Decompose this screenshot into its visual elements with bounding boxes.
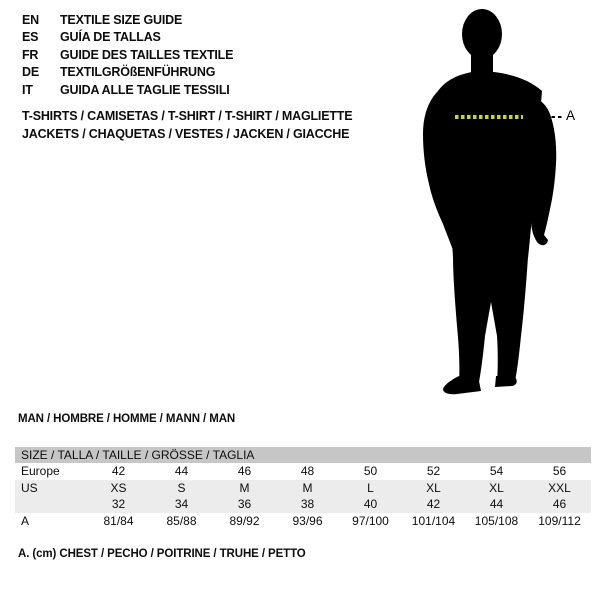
size-table (15, 447, 591, 529)
category-jackets: JACKETS / CHAQUETAS / VESTES / JACKEN / GIACCHE (22, 127, 350, 141)
language-code: DE (22, 65, 39, 80)
table-cell: 101/104 (411, 513, 456, 528)
table-cell: S (177, 480, 186, 495)
silhouette-neck (471, 48, 493, 74)
table-row-europe (15, 463, 591, 480)
table-cell: 38 (300, 497, 315, 511)
table-row-us (15, 480, 591, 497)
row-label (15, 496, 87, 513)
table-cell: 46 (237, 464, 252, 478)
language-row-de (22, 64, 233, 81)
table-cell: 50 (363, 464, 378, 478)
table-cell: 85/88 (166, 513, 197, 528)
table-cell: 109/112 (538, 513, 581, 528)
language-guide-title: GUIDE DES TAILLES TEXTILE (60, 47, 234, 62)
table-cell: 89/92 (229, 513, 260, 528)
table-cell: 81/84 (103, 513, 134, 528)
table-cell: 105/108 (474, 513, 519, 528)
silhouette-legs (453, 256, 528, 384)
table-cell: 48 (300, 464, 315, 478)
measurement-footnote: A. (cm) CHEST / PECHO / POITRINE / TRUHE / PETTO (18, 548, 306, 560)
language-guide-title: GUIDA ALLE TAGLIE TESSILI (60, 82, 230, 97)
language-guide-title: GUÍA DE TALLAS (60, 30, 161, 45)
table-cell: XL (426, 480, 441, 495)
table-cell: XL (489, 480, 504, 495)
table-cell: XXL (548, 480, 571, 495)
table-cell: 93/96 (292, 513, 323, 528)
table-cell: M (302, 480, 313, 495)
language-row-fr (22, 47, 233, 64)
table-cell: 97/100 (352, 513, 389, 528)
table-cell: 52 (426, 464, 441, 478)
language-code: IT (22, 82, 33, 97)
language-code: ES (22, 30, 39, 45)
row-label: US (21, 480, 38, 495)
language-row-it (22, 82, 233, 99)
table-cell: 46 (552, 497, 567, 511)
table-cell: 44 (174, 464, 189, 478)
section-title: MAN / HOMBRE / HOMME / MANN / MAN (18, 413, 236, 425)
language-row-es (22, 29, 233, 46)
size-table-header: SIZE / TALLA / TAILLE / GRÖSSE / TAGLIA (15, 447, 591, 463)
row-label: Europe (21, 464, 60, 478)
language-code: EN (22, 13, 39, 27)
man-silhouette (415, 6, 565, 396)
row-label: A (21, 513, 30, 528)
table-cell: 56 (552, 464, 567, 478)
table-cell: 34 (174, 497, 189, 511)
language-guide-title: TEXTILE SIZE GUIDE (60, 13, 183, 27)
table-cell: 42 (111, 464, 126, 478)
table-cell: M (239, 480, 250, 495)
language-code: FR (22, 47, 39, 62)
table-cell: 44 (489, 497, 504, 511)
measure-label-a: A (566, 108, 576, 123)
table-cell: 40 (363, 497, 378, 511)
table-cell: XS (110, 480, 127, 495)
table-row-us-numeric (15, 496, 591, 513)
table-cell: 42 (426, 497, 441, 511)
silhouette-right-foot (495, 376, 517, 387)
measurement-figure (415, 6, 600, 398)
table-row-chest-a (15, 513, 591, 530)
garment-categories (22, 107, 352, 143)
table-cell: 36 (237, 497, 252, 511)
table-cell: 32 (111, 497, 126, 511)
table-cell: 54 (489, 464, 504, 478)
language-guide-list (22, 12, 233, 99)
language-guide-title: TEXTILGRÖßENFÜHRUNG (60, 65, 216, 80)
language-row-en (22, 12, 233, 29)
table-cell: L (367, 480, 374, 495)
category-tshirts: T-SHIRTS / CAMISETAS / T-SHIRT / T-SHIRT / MAGLIETTE (22, 109, 353, 123)
silhouette-left-foot (443, 376, 481, 394)
